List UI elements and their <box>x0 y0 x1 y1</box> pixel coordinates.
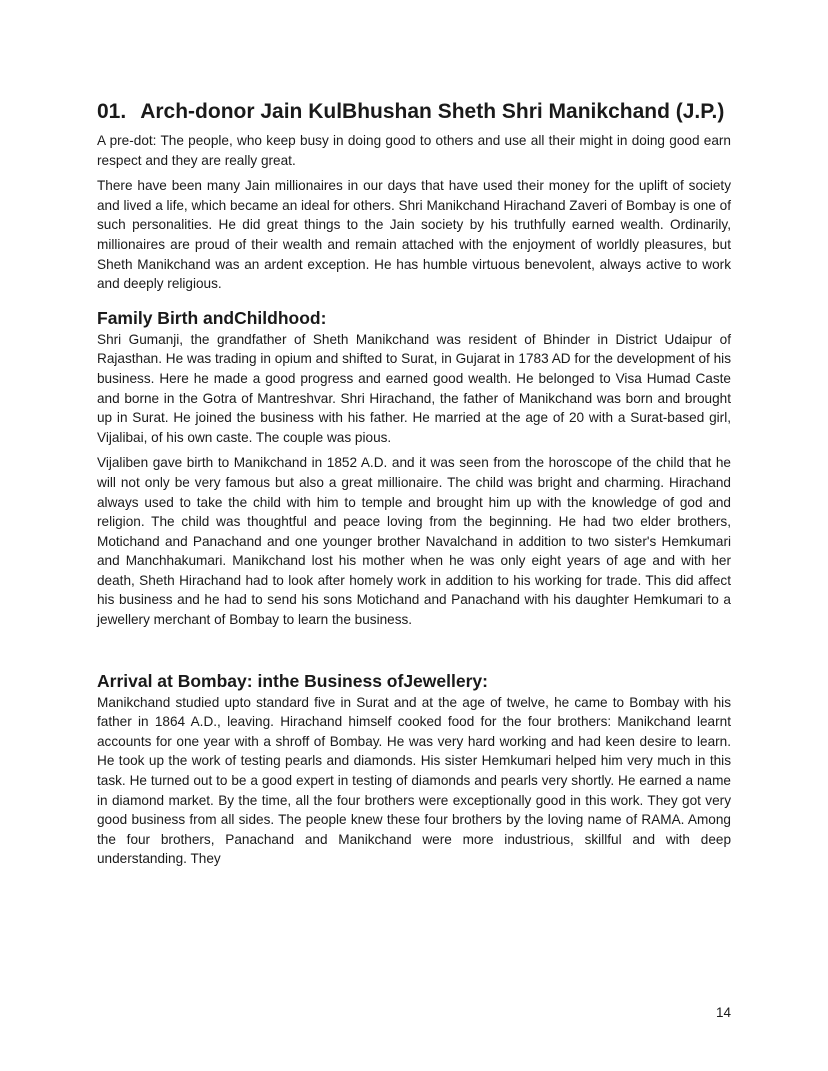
intro-paragraph-millionaires: There have been many Jain millionaires in our days that have used their money for the uplift of society and lived a life, which became an ideal for others. Shri Manikchand Hirachand Zaveri of Bombay is one of such personalities. He did great things to the Jain society by his truthfully earned wealth. Ordinarily, millionaires are proud of their wealth and remain attached with the enjoyment of worldly pleasures, but Sheth Manikchand was an ardent exception. He has humble virtuous benevolent, always active to work and deeply religious. <box>97 178 731 292</box>
intro-paragraph-predot: A pre-dot: The people, who keep busy in doing good to others and use all their might in doing good earn respect and they are really great. <box>97 133 731 168</box>
title-number: 01. <box>97 100 127 123</box>
page-title <box>97 99 731 125</box>
section-heading-arrival-bombay: Arrival at Bombay: inthe Business ofJewellery: <box>97 670 488 691</box>
section-heading-family-birth: Family Birth andChildhood: <box>97 307 327 328</box>
paragraph-gumanji: Shri Gumanji, the grandfather of Sheth Manikchand was resident of Bhinder in District Udaipur of Rajasthan. He was trading in opium and shifted to Surat, in Gujarat in 1783 AD for the development of his business. Here he made a good progress and earned good wealth. He belonged to Visa Humad Caste and borne in the Gotra of Mantreshvar. Shri Hirachand, the father of Manikchand was born and brought up in Surat. He joined the business with his father. He married at the age of 20 with a Surat-based girl, Vijalibai, of his own caste. The couple was pious. <box>97 331 731 445</box>
page-content <box>97 99 731 875</box>
title-text: Arch-donor Jain KulBhushan Sheth Shri Manikchand (J.P.) <box>140 100 725 123</box>
paragraph-manikchand-studied: Manikchand studied upto standard five in Surat and at the age of twelve, he came to Bombay with his father in 1864 A.D., leaving. Hirachand himself cooked food for the four brothers: Manikchand learnt accounts for one year with a shroff of Bombay. He was very hard working and had keen desire to learn. He took up the work of testing pearls and diamonds. His sister Hemkumari helped him very much in this task. He turned out to be a good expert in testing of diamonds and pearls very shortly. He earned a name in diamond market. By the time, all the four brothers were exceptionally good in this work. They got very good business from all sides. The people knew these four brothers by the loving name of RAMA. Among the four brothers, Panachand and Manikchand were more industrious, skillful and with deep understanding. They <box>97 694 731 867</box>
page-number: 14 <box>715 1005 731 1020</box>
paragraph-vijaliben: Vijaliben gave birth to Manikchand in 1852 A.D. and it was seen from the horoscope of the child that he will not only be very famous but also a great millionaire. The child was bright and charming. Hirachand always used to take the child with him to temple and brought him up with the knowledge of god and religion. The child was thoughtful and peace loving from the beginning. He had two elder brothers, Motichand and Panachand and one younger brother Navalchand in addition to two sister's Hemkumari and Manchhakumari. Manikchand lost his mother when he was only eight years of age and with her death, Sheth Hirachand had to look after homely work in addition to his working for trade. This did affect his business and he had to send his sons Motichand and Panachand with his daughter Hemkumari to a jewellery merchant of Bombay to learn the business. <box>97 455 731 628</box>
